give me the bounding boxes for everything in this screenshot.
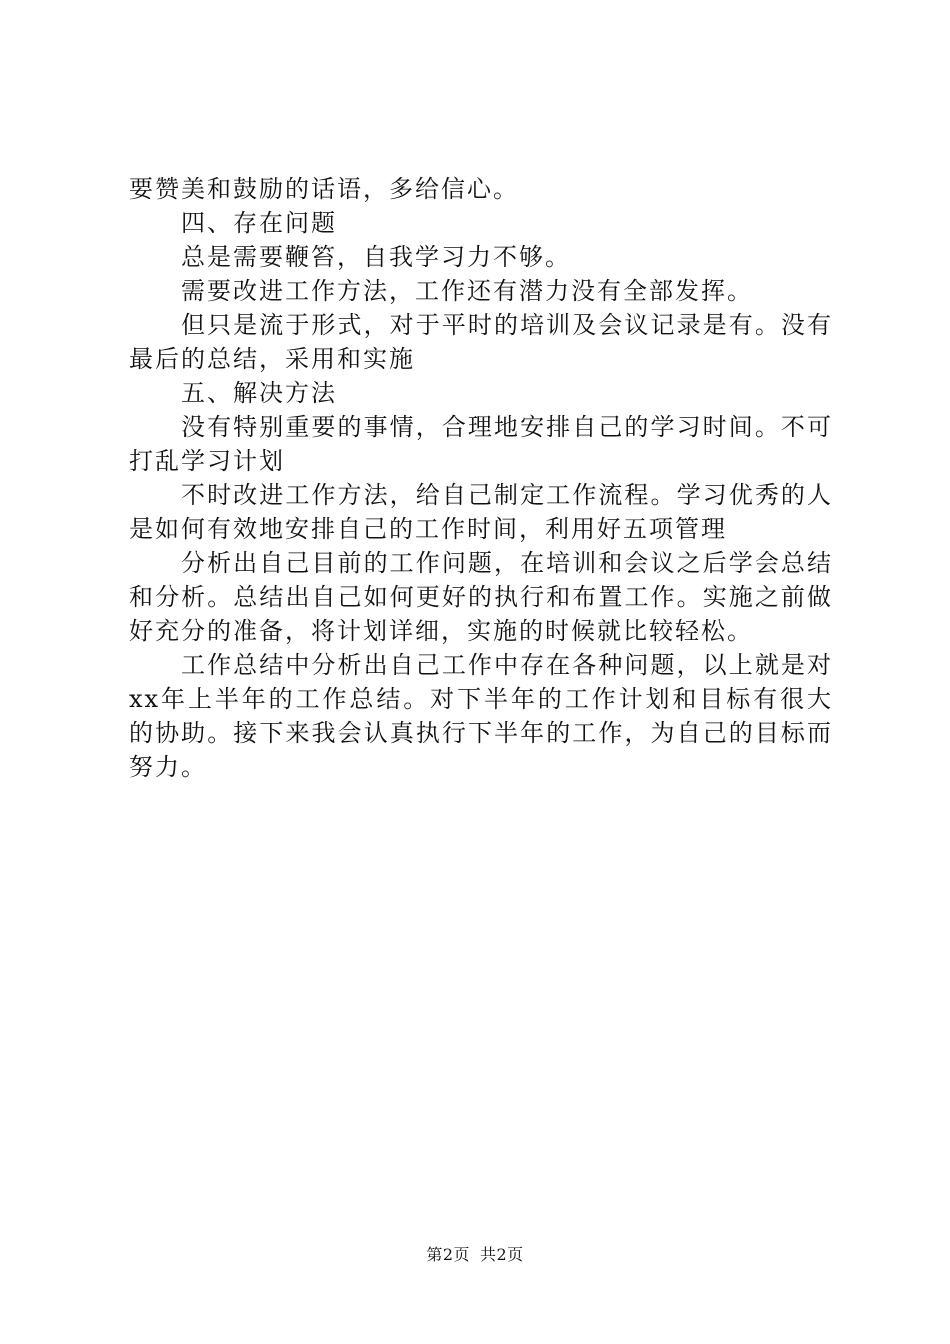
page-number: 第2页: [426, 1245, 470, 1264]
paragraph-summary: 工作总结中分析出自己工作中存在各种问题，以上就是对xx年上半年的工作总结。对下半年的工作计划和目标有很大的协助。接下来我会认真执行下半年的工作，为自己的目标而努力。: [129, 651, 833, 781]
paragraph-improve-methods: 需要改进工作方法，工作还有潜力没有全部发挥。: [181, 277, 753, 305]
paragraph-formality-issue: 但只是流于形式，对于平时的培训及会议记录是有。没有最后的总结，采用和实施: [129, 311, 833, 373]
paragraph-study-time: 没有特别重要的事情，合理地安排自己的学习时间。不可打乱学习计划: [129, 413, 833, 475]
paragraph-analysis: 分析出自己目前的工作问题，在培训和会议之后学会总结和分析。总结出自己如何更好的执行和布置工作。实施之前做好充分的准备，将计划详细，实施的时候就比较轻松。: [129, 549, 833, 645]
section-heading-solutions: 五、解决方法: [181, 379, 337, 407]
total-pages: 共2页: [480, 1245, 524, 1264]
paragraph-self-learning: 总是需要鞭笞，自我学习力不够。: [181, 243, 571, 271]
document-body: [129, 172, 833, 784]
page-footer: [0, 1244, 950, 1266]
paragraph-encouragement: 要赞美和鼓励的话语，多给信心。: [129, 175, 519, 203]
paragraph-workflow: 不时改进工作方法，给自己制定工作流程。学习优秀的人是如何有效地安排自己的工作时间，利用好五项管理: [129, 481, 833, 543]
section-heading-problems: 四、存在问题: [181, 209, 337, 237]
